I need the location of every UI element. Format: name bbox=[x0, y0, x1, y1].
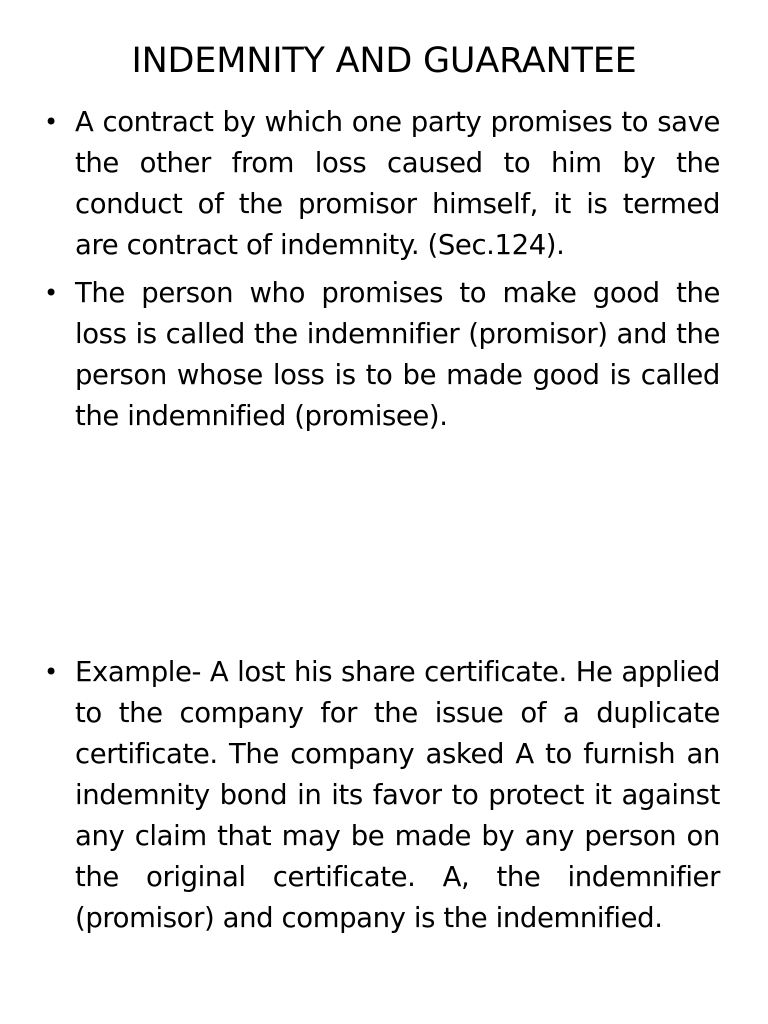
bullet-example: • Example- A lost his share certificate. He applied to the company for the issue of a duplicate certificate. The company asked A to furnish an indemnity bond in its favor to protect it against any claim that may be made by any person on the original certificate. A, the indemnifier (promisor) and company is the indemnified. bbox=[75, 652, 720, 939]
slide-title: INDEMNITY AND GUARANTEE bbox=[131, 41, 637, 81]
bullet-definition: • A contract by which one party promises to save the other from loss caused to him by the conduct of the promisor himself, it is termed are contract of indemnity. (Sec.124). bbox=[75, 102, 720, 266]
bullet-parties: • The person who promises to make good the loss is called the indemnifier (promisor) and the person whose loss is to be made good is called the indemnified (promisee). bbox=[75, 273, 720, 437]
